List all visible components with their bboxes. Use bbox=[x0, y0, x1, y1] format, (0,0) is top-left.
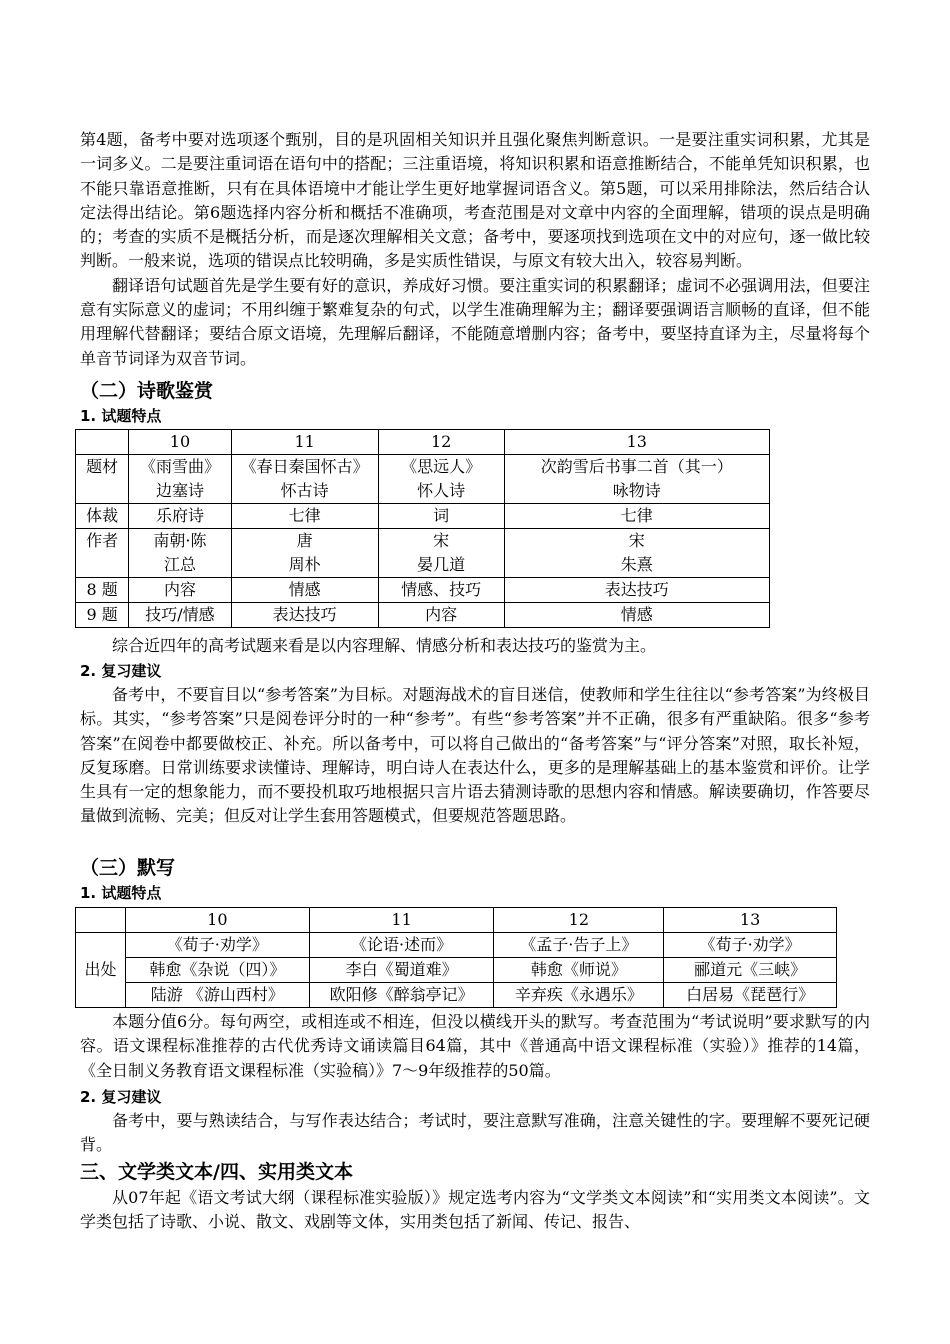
row-title: 题材 bbox=[76, 455, 129, 504]
column-header: 13 bbox=[664, 908, 837, 933]
table-cell: 白居易《琵琶行》 bbox=[664, 983, 837, 1008]
table-cell: 欧阳修《醉翁亭记》 bbox=[309, 983, 494, 1008]
column-header: 11 bbox=[309, 908, 494, 933]
table-row bbox=[76, 983, 837, 1008]
column-header: 10 bbox=[129, 430, 231, 455]
table-cell: 词 bbox=[378, 504, 504, 529]
dictation-table bbox=[75, 907, 837, 1008]
table-cell: 唐 周朴 bbox=[231, 529, 378, 578]
column-header: 12 bbox=[494, 908, 664, 933]
paragraph-poetry-summary: 综合近四年的高考试题来看是以内容理解、情感分析和表达技巧的鉴赏为主。 bbox=[112, 636, 657, 655]
subheading-poetry-advice: 2. 复习建议 bbox=[80, 662, 162, 680]
row-title: 作者 bbox=[76, 529, 129, 578]
intro-text bbox=[80, 128, 870, 371]
row-title: 8 题 bbox=[76, 578, 129, 603]
table-row bbox=[76, 529, 770, 578]
paragraph-text-reading: 从07年起《语文考试大纲（课程标准实验版）》规定选考内容为“文学类文本阅读”和“实用类文本阅读”。文学类包括了诗歌、小说、散文、戏剧等文体，实用类包括了新闻、传记、报告、 bbox=[80, 1188, 870, 1232]
paragraph-dictation-advice: 备考中，要与熟读结合，与写作表达结合；考试时，要注意默写准确，注意关键性的字。要理解不要死记硬背。 bbox=[80, 1111, 870, 1155]
heading-dictation: （三）默写 bbox=[80, 857, 176, 879]
column-header: 10 bbox=[125, 908, 309, 933]
table-cell: 情感、技巧 bbox=[378, 578, 504, 603]
table-row bbox=[76, 603, 770, 628]
poetry-table bbox=[75, 429, 770, 628]
table-cell: 《思远人》 怀人诗 bbox=[378, 455, 504, 504]
table-cell: 情感 bbox=[231, 578, 378, 603]
table-cell: 次韵雪后书事二首（其一） 咏物诗 bbox=[504, 455, 769, 504]
table-header-row bbox=[76, 908, 837, 933]
table-cell: 《孟子·告子上》 bbox=[494, 933, 664, 958]
table-cell: 韩愈《师说》 bbox=[494, 958, 664, 983]
dictation-advice-text bbox=[80, 1109, 870, 1158]
column-header: 12 bbox=[378, 430, 504, 455]
subheading-poetry-features: 1. 试题特点 bbox=[80, 407, 162, 425]
row-title: 出处 bbox=[76, 933, 126, 1008]
table-cell: 李白《蜀道难》 bbox=[309, 958, 494, 983]
subheading-dictation-features: 1. 试题特点 bbox=[80, 884, 162, 902]
table-cell: 《论语·述而》 bbox=[309, 933, 494, 958]
table-cell: 宋 晏几道 bbox=[378, 529, 504, 578]
table-cell: 内容 bbox=[129, 578, 231, 603]
table-cell: 《春日秦国怀古》 怀古诗 bbox=[231, 455, 378, 504]
table-cell: 《雨雪曲》 边塞诗 bbox=[129, 455, 231, 504]
table-cell: 七律 bbox=[231, 504, 378, 529]
table-cell: 陆游 《游山西村》 bbox=[125, 983, 309, 1008]
poetry-advice-text bbox=[80, 683, 870, 829]
paragraph-reading-tips: 第4题，备考中要对选项逐个甄别，目的是巩固相关知识并且强化聚焦判断意识。一是要注重实词积累，尤其是一词多义。二是要注重词语在语句中的搭配；三注重语境，将知识积累和语意推断结合，不能单凭知识积累，也不能只靠语意推断，只有在具体语境中才能让学生更好地掌握词语含义。第5题，可以采用排除法，然后结合认定法得出结论。第6题选择内容分析和概括不准确项，考查范围是对文章中内容的全面理解，错项的误点是明确的；考查的实质不是概括分析，而是逐次理解相关文意；备考中，要逐项找到选项在文中的对应句，逐一做比较判断。一般来说，选项的错误点比较明确，多是实质性错误，与原文有较大出入，较容易判断。 bbox=[80, 130, 870, 271]
table-cell: 《荀子·劝学》 bbox=[664, 933, 837, 958]
table-row bbox=[76, 958, 837, 983]
table-cell: 《荀子·劝学》 bbox=[125, 933, 309, 958]
table-cell: 郦道元《三峡》 bbox=[664, 958, 837, 983]
text-reading-intro bbox=[80, 1186, 870, 1235]
table-row bbox=[76, 933, 837, 958]
paragraph-poetry-advice: 备考中，不要盲目以“参考答案”为目标。对题海战术的盲目迷信，使教师和学生往往以“参考答案”为终极目标。其实，“参考答案”只是阅卷评分时的一种“参考”。有些“参考答案”并不正确，很多有严重缺陷。很多“参考答案”在阅卷中都要做校正、补充。所以备考中，可以将自己做出的“备考答案”与“评分答案”对照，取长补短，反复琢磨。日常训练要求读懂诗、理解诗，明白诗人在表达什么，更多的是理解基础上的基本鉴赏和评价。让学生具有一定的想象能力，而不要投机取巧地根据只言片语去猜测诗歌的思想内容和情感。解读要确切，作答要尽量做到流畅、完美；但反对让学生套用答题模式，但要规范答题思路。 bbox=[80, 685, 870, 826]
row-title: 9 题 bbox=[76, 603, 129, 628]
column-header: 13 bbox=[504, 430, 769, 455]
heading-text-reading: 三、文学类文本/四、实用类文本 bbox=[80, 1161, 353, 1183]
row-title: 体裁 bbox=[76, 504, 129, 529]
table-cell: 辛弃疾《永遇乐》 bbox=[494, 983, 664, 1008]
paragraph-dictation-summary: 本题分值6分。每句两空，或相连或不相连，但没以横线开头的默写。考查范围为“考试说明”要求默写的内容。语文课程标准推荐的古代优秀诗文诵读篇目64篇，其中《普通高中语文课程标准（实验）》推荐的14篇，《全日制义务教育语文课程标准（实验稿）》7～9年级推荐的50篇。 bbox=[80, 1012, 870, 1080]
table-cell: 表达技巧 bbox=[231, 603, 378, 628]
subheading-dictation-advice: 2. 复习建议 bbox=[80, 1088, 162, 1106]
table-cell: 表达技巧 bbox=[504, 578, 769, 603]
table-row bbox=[76, 504, 770, 529]
table-cell: 情感 bbox=[504, 603, 769, 628]
paragraph-translation-tips: 翻译语句试题首先是学生要有好的意识，养成好习惯。要注重实词的积累翻译；虚词不必强调用法，但要注意有实际意义的虚词；不用纠缠于繁难复杂的句式，以学生准确理解为主；翻译要强调语言顺畅的直译，但不能用理解代替翻译；要结合原文语境，先理解后翻译，不能随意增删内容；备考中，要坚持直译为主，尽量将每个单音节词译为双音节词。 bbox=[80, 275, 870, 368]
column-header: 11 bbox=[231, 430, 378, 455]
poetry-summary-text bbox=[80, 634, 870, 658]
table-cell: 南朝·陈 江总 bbox=[129, 529, 231, 578]
table-cell: 内容 bbox=[378, 603, 504, 628]
table-header-row bbox=[76, 430, 770, 455]
table-cell: 宋 朱熹 bbox=[504, 529, 769, 578]
table-cell: 七律 bbox=[504, 504, 769, 529]
dictation-summary-text bbox=[80, 1010, 870, 1083]
table-row bbox=[76, 578, 770, 603]
table-cell: 技巧/情感 bbox=[129, 603, 231, 628]
table-cell: 乐府诗 bbox=[129, 504, 231, 529]
table-row bbox=[76, 455, 770, 504]
table-cell: 韩愈《杂说（四）》 bbox=[125, 958, 309, 983]
heading-poetry: （二）诗歌鉴赏 bbox=[80, 380, 214, 402]
